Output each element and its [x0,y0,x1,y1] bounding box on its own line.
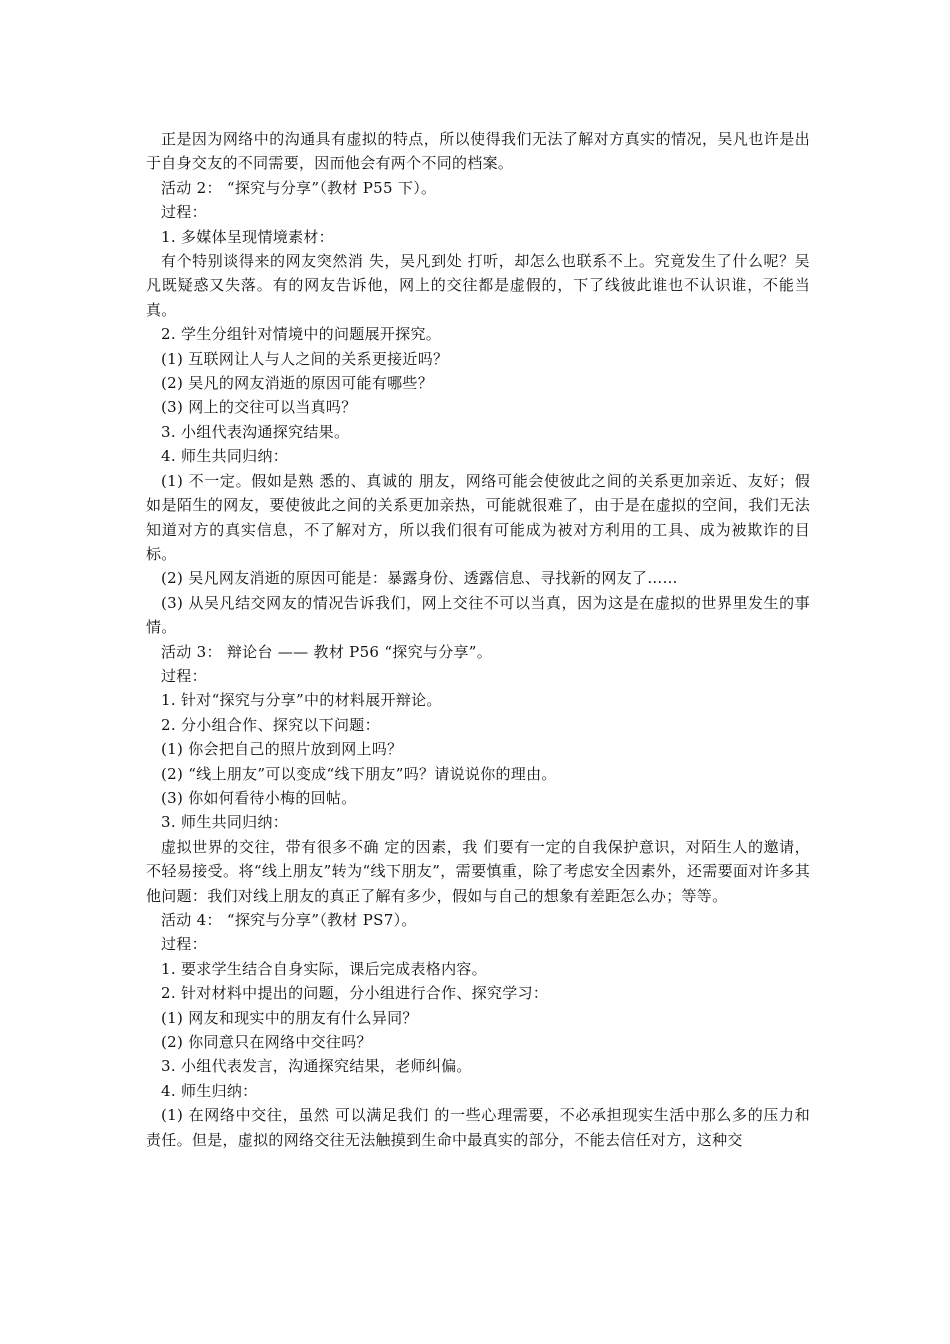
paragraph: (1) 网友和现实中的朋友有什么异同？ [161,1008,418,1027]
document-body [146,127,810,1152]
paragraph: 正是因为网络中的沟通具有虚拟的特点，所以使得我们无法了解对方真实的情况，吴凡也许是出于自身交友的不同需要，因而他会有两个不同的档案。 [146,130,810,173]
paragraph: (3) 从吴凡结交网友的情况告诉我们，网上交往不可以当真，因为这是在虚拟的世界里发生的事情。 [146,593,810,637]
paragraph: 3. 小组代表发言，沟通探究结果，老师纠偏。 [161,1057,472,1076]
paragraph: 有个特别谈得来的网友突然消 失，吴凡到处 打听，却怎么也联系不上。究竟发生了什么呢？吴凡既疑惑又失落。有的网友告诉他，网上的交往都是虚假的，下了线彼此谁也不认识谁，不能当真。 [146,252,810,319]
paragraph: 活动 3： 辩论台 —— 教材 P56 “探究与分享”。 [161,642,493,661]
paragraph: 1. 针对“探究与分享”中的材料展开辩论。 [161,691,442,710]
paragraph: (2) “线上朋友”可以变成“线下朋友”吗？请说说你的理由。 [161,764,557,783]
paragraph: 2. 针对材料中提出的问题，分小组进行合作、探究学习： [161,984,549,1003]
paragraph: 过程： [161,203,207,222]
paragraph: (2) 吴凡网友消逝的原因可能是：暴露身份、透露信息、寻找新的网友了…… [161,569,678,588]
paragraph: 过程： [161,935,207,954]
paragraph: 1. 多媒体呈现情境素材： [161,227,334,246]
paragraph: 活动 4： “探究与分享”（教材 PS7）。 [161,911,417,929]
paragraph: 2. 学生分组针对情境中的问题展开探究。 [161,325,442,344]
paragraph: 3. 小组代表沟通探究结果。 [161,422,350,441]
paragraph: (1) 不一定。假如是熟 悉的、真诚的 朋友，网络可能会使彼此之间的关系更加亲近、友好；假如是陌生的网友，要使彼此之间的关系更加亲热，可能就很难了，由于是在虚拟的空间，我们无法知道对方的真实信息，不了解对方，所以我们很有可能成为被对方利用的工具、成为被欺诈的目标。 [146,471,810,563]
paragraph: 4. 师生共同归纳： [161,447,289,466]
paragraph: 虚拟世界的交往，带有很多不确 定的因素，我 们要有一定的自我保护意识，对陌生人的邀请，不轻易接受。将“线上朋友”转为“线下朋友”，需要慎重，除了考虑安全因素外，还需要面对许多其他问题：我们对线上朋友的真正了解有多少，假如与自己的想象有差距怎么办；等等。 [146,837,810,905]
paragraph: 1. 要求学生结合自身实际，课后完成表格内容。 [161,959,487,978]
paragraph: 3. 师生共同归纳： [161,813,289,832]
paragraph: 过程： [161,666,207,685]
paragraph: 2. 分小组合作、探究以下问题： [161,715,380,734]
paragraph: (1) 你会把自己的照片放到网上吗？ [161,740,403,759]
paragraph: (3) 网上的交往可以当真吗？ [161,398,357,417]
paragraph: (2) 你同意只在网络中交往吗？ [161,1033,372,1052]
paragraph: (1) 在网络中交往，虽然 可以满足我们 的一些心理需要，不必承担现实生活中那么多的压力和责任。但是，虚拟的网络交往无法触摸到生命中最真实的部分，不能去信任对方，这种交 [146,1106,810,1149]
paragraph: (1) 互联网让人与人之间的关系更接近吗？ [161,349,449,368]
paragraph: 活动 2： “探究与分享”（教材 P55 下）。 [161,178,437,197]
paragraph: (2) 吴凡的网友消逝的原因可能有哪些？ [161,374,434,393]
paragraph: (3) 你如何看待小梅的回帖。 [161,788,357,807]
paragraph: 4. 师生归纳： [161,1081,258,1100]
